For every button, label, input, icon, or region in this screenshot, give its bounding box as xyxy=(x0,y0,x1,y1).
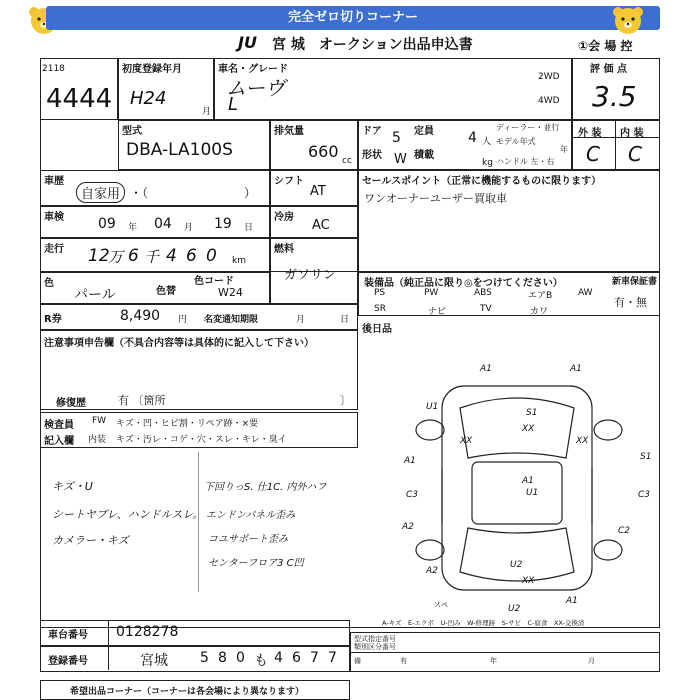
inspection-year: 09 xyxy=(98,216,116,232)
exterior-label: 外 装 xyxy=(578,128,602,139)
mark-12: C3 xyxy=(406,490,419,500)
recycle-value: 8,490 xyxy=(120,308,161,324)
load-unit: kg xyxy=(482,158,493,168)
history-label: 車歴 xyxy=(44,176,64,187)
inspection-month: 04 xyxy=(154,216,172,232)
spec-label-1: 型式指定番号 xyxy=(354,635,396,643)
mark-5: XX xyxy=(522,424,535,434)
remark-right-3: コユサポート歪み xyxy=(208,534,288,545)
mark-3: U1 xyxy=(426,402,439,412)
aircon-value: AC xyxy=(312,218,330,233)
plate-digit-8: 7 xyxy=(328,650,337,666)
interior-label: 内 装 xyxy=(620,128,644,139)
drive-4wd: 4WD xyxy=(538,96,560,106)
capacity-value: 4 xyxy=(468,130,477,146)
recycle-unit: 円 xyxy=(178,315,188,325)
repair-value: 有 〔箇所 xyxy=(118,394,166,407)
model-label: 型式 xyxy=(122,126,142,137)
form-title: 宮 城 オークション出品申込書 xyxy=(272,37,473,53)
bear-icon-right xyxy=(610,4,646,36)
zone-label: ①会 場 控 xyxy=(578,39,633,53)
equip-sr: SR xyxy=(374,304,386,314)
dealer-label: ディーラー・並行 xyxy=(496,123,560,132)
registration-label: 初度登録年月 xyxy=(122,64,182,75)
plate-region: 宮城 xyxy=(140,653,168,669)
displacement-label: 排気量 xyxy=(274,126,304,137)
wish-label: 希望出品コーナー（コーナーは各会場により異なります） xyxy=(70,687,305,697)
mileage-sen: 6 xyxy=(128,246,139,266)
notice-day: 日 xyxy=(340,315,350,325)
equip-navi: ナビ xyxy=(428,307,447,317)
mileage-digit-1: 4 xyxy=(166,246,177,266)
plate-digit-7: 7 xyxy=(310,650,319,666)
remark-left-1: キズ・U xyxy=(52,480,93,493)
score-label: 評 価 点 xyxy=(590,64,627,75)
equip-abs: ABS xyxy=(474,288,492,298)
registration-value: H24 xyxy=(130,88,167,109)
shape-value: W xyxy=(394,152,407,167)
mark-8: A1 xyxy=(404,456,416,466)
equip-pw: PW xyxy=(424,288,439,298)
mileage-label: 走行 xyxy=(44,244,64,255)
repair-close: 〕 xyxy=(340,394,351,407)
score-value: 3.5 xyxy=(592,80,637,113)
remark-right-4: センターフロア3 C凹 xyxy=(208,558,304,569)
history-value: 自家用 xyxy=(76,182,125,203)
mark-9: S1 xyxy=(640,452,652,462)
inspection-month-unit: 月 xyxy=(184,223,194,233)
doors-label: ドア xyxy=(362,126,382,137)
spec-label-6: 月 xyxy=(588,657,595,665)
mark-2: A1 xyxy=(570,364,582,374)
model-year-unit: 年 xyxy=(560,145,568,154)
mileage-digit-2: 6 xyxy=(186,246,197,266)
mileage-man: 12 xyxy=(88,246,110,266)
drive-2wd: 2WD xyxy=(538,72,560,82)
chassis-label: 車台番号 xyxy=(48,630,88,641)
shift-label: シフト xyxy=(274,176,304,187)
inspection-day: 19 xyxy=(214,216,232,232)
mileage-sen-unit: 千 xyxy=(144,248,160,266)
inspection-year-unit: 年 xyxy=(128,223,138,233)
car-name-label: 車名・グレード xyxy=(218,64,288,75)
capacity-unit: 人 xyxy=(482,137,492,147)
sales-point-text: ワンオーナーユーザー買取車 xyxy=(364,192,507,205)
mark-4: S1 xyxy=(526,408,538,418)
mark-16: A2 xyxy=(426,566,438,576)
mileage-unit: km xyxy=(232,256,246,266)
checker-fw: FW xyxy=(92,416,107,426)
mark-17: U2 xyxy=(510,560,523,570)
mark-19: A1 xyxy=(566,596,578,606)
spec-label-3: 備 xyxy=(354,657,361,665)
checker-label: 検査員 xyxy=(44,420,74,431)
color-code: W24 xyxy=(218,286,243,299)
remark-right-2: エンドンパネル歪み xyxy=(206,510,296,521)
record-label: 記入欄 xyxy=(44,436,74,447)
plate-digit-2: 8 xyxy=(218,650,227,666)
equip-airbag: エアB xyxy=(528,291,553,301)
damage-diagram xyxy=(380,358,660,618)
shift-value: AT xyxy=(310,184,326,199)
spec-label-4: 有 xyxy=(400,657,407,665)
displacement-unit: cc xyxy=(342,156,352,166)
notes-label: 注意事項申告欄（不具合内容等は具体的に記入して下さい） xyxy=(44,338,314,349)
notice-month: 月 xyxy=(296,315,306,325)
plate-digit-5: 4 xyxy=(274,650,283,666)
handle-label: ハンドル 左・右 xyxy=(496,157,555,166)
history-rest: ・（ ） xyxy=(130,186,257,200)
new-car-label: 新車保証書 xyxy=(612,277,658,287)
remark-left-2: シートヤブレ、ハンドルスレ。 xyxy=(52,508,204,521)
notice-label: 名変通知期限 xyxy=(204,315,259,325)
displacement-value: 660 xyxy=(308,142,339,161)
doors-value: 5 xyxy=(392,130,401,146)
lot-number: 4444 xyxy=(46,84,113,114)
mileage-digit-3: 0 xyxy=(206,246,217,266)
spec-label-5: 年 xyxy=(490,657,497,665)
capacity-label: 定員 xyxy=(414,126,434,137)
remark-left-3: カメラー・キズ xyxy=(52,534,129,547)
corner-banner xyxy=(46,6,660,30)
equip-tv: TV xyxy=(480,304,492,314)
fuel-value: ガソリン xyxy=(284,268,337,283)
mark-11: U1 xyxy=(526,488,539,498)
color-value: パール xyxy=(74,287,116,303)
plate-digit-3: 0 xyxy=(236,650,245,666)
spec-label-2: 類別区分番号 xyxy=(354,643,396,651)
aircon-label: 冷房 xyxy=(274,212,294,223)
plate-label: 登録番号 xyxy=(48,656,88,667)
fuel-label: 燃料 xyxy=(274,244,294,255)
mark-18: XX xyxy=(522,576,535,586)
checker-inner: 内装 xyxy=(88,435,107,445)
plate-digit-4: も xyxy=(254,653,268,669)
model-value: DBA-LA100S xyxy=(126,140,233,160)
color-code-label: 色コード xyxy=(194,276,234,287)
exterior-grade: C xyxy=(586,142,600,166)
inspection-day-unit: 日 xyxy=(244,223,254,233)
later-label: 後日品 xyxy=(362,324,392,335)
mark-15: C2 xyxy=(618,526,631,536)
chassis-value: 0128278 xyxy=(116,624,179,640)
equipment-label: 装備品（純正品に限り◎をつけてください） xyxy=(364,278,563,289)
equip-aw: AW xyxy=(578,288,593,298)
sales-point-label: セールスポイント（正常に機能するものに限ります） xyxy=(362,176,602,187)
registration-month-unit: 月 xyxy=(202,107,212,117)
interior-grade: C xyxy=(628,142,642,166)
mark-10: A1 xyxy=(522,476,534,486)
new-car-value: 有・無 xyxy=(614,296,647,309)
mark-13: C3 xyxy=(638,490,651,500)
shape-label: 形状 xyxy=(362,150,382,161)
diagram-mirror-label: スペ xyxy=(434,601,448,609)
banner-title: 完全ゼロ切りコーナー xyxy=(287,10,418,25)
plate-digit-6: 6 xyxy=(292,650,301,666)
color-swap-label: 色替 xyxy=(156,286,176,297)
ju-logo: JU xyxy=(238,33,257,52)
plate-digit-1: 5 xyxy=(200,650,209,666)
mark-20: U2 xyxy=(508,604,521,614)
equip-ps: PS xyxy=(374,288,386,298)
repair-label: 修復歴 xyxy=(56,398,86,409)
load-label: 積載 xyxy=(414,150,434,161)
mark-7: XX xyxy=(576,436,589,446)
lot-code: 2118 xyxy=(42,64,65,74)
inspection-label: 車検 xyxy=(44,212,64,223)
mark-1: A1 xyxy=(480,364,492,374)
checker-items: キズ・凹・ヒビ割・リペア跡・×要 xyxy=(116,419,259,429)
car-grade-value: L xyxy=(228,94,239,115)
diagram-legend: A-キズ E-エクボ U-凹み W-修理跡 S-サビ C-腐食 XX-交換済 xyxy=(382,619,585,627)
color-label: 色 xyxy=(44,278,54,289)
mileage-man-unit: 万 xyxy=(108,248,124,266)
equip-kawa: カワ xyxy=(530,307,549,317)
remark-right-1: 下回りっS. 仕1C. 内外ハフ xyxy=(204,482,327,493)
car-name-value: ムーヴ xyxy=(226,76,285,100)
checker-inner-items: キズ・汚レ・コゲ・穴・スレ・キレ・臭イ xyxy=(116,435,287,445)
recycle-label: R券 xyxy=(44,314,62,325)
mark-6: XX xyxy=(460,436,473,446)
recycle-cell xyxy=(40,304,358,330)
mark-14: A2 xyxy=(402,522,414,532)
model-year-label: モデル年式 xyxy=(496,137,536,146)
